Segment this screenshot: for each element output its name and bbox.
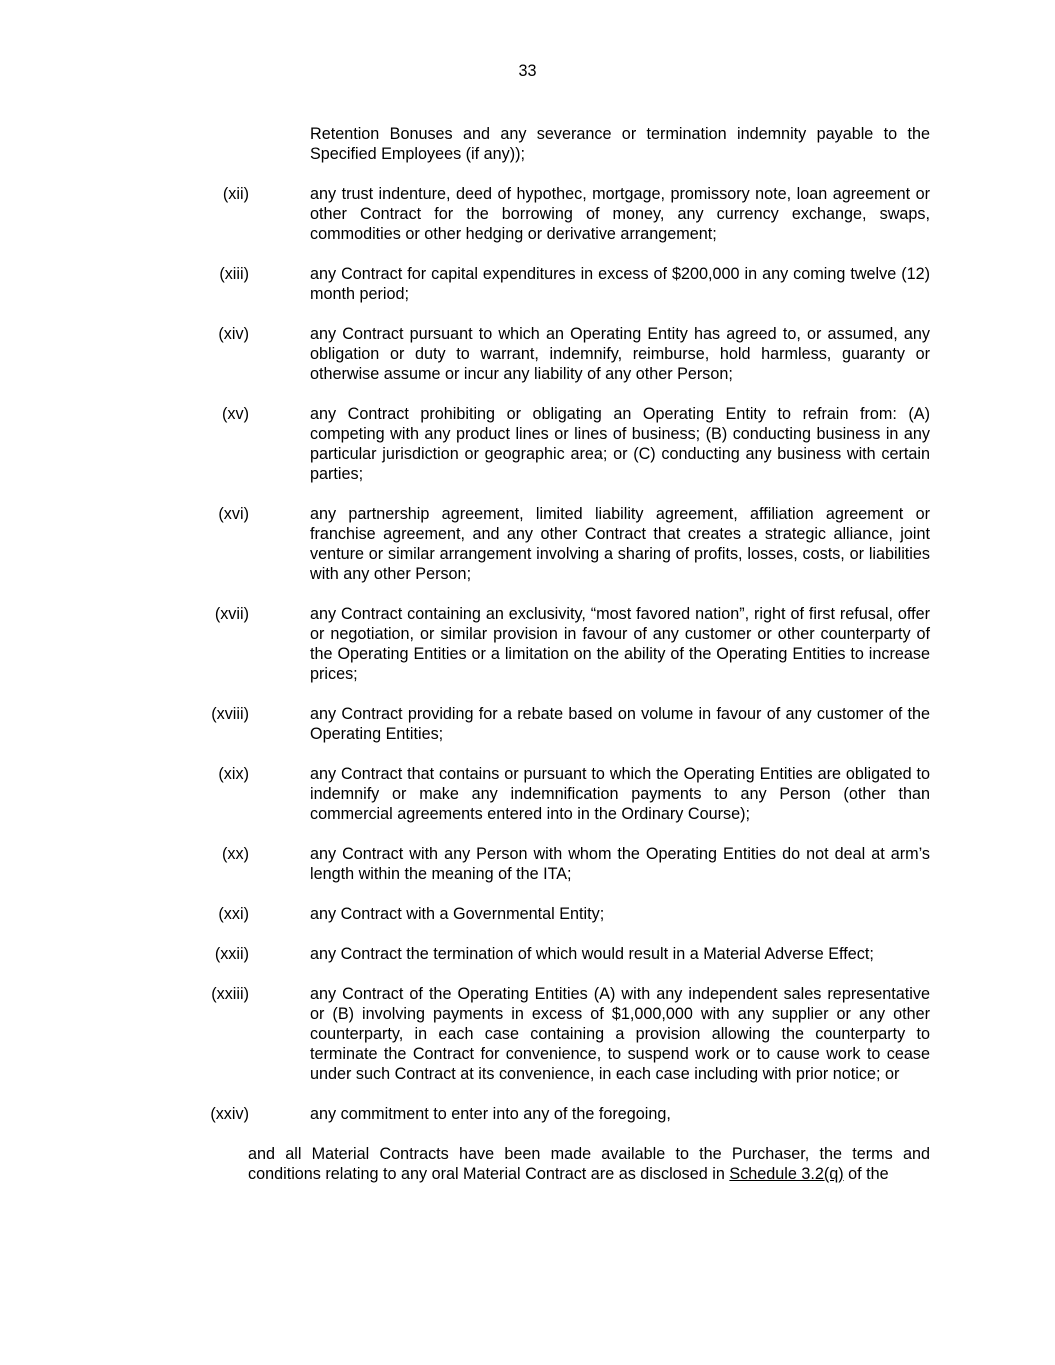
item-number: (xvii) (214, 605, 249, 623)
continuation-paragraph: Retention Bonuses and any severance or termination indemnity payable to the Specified Employees (if any)); (310, 125, 930, 163)
schedule-reference: Schedule 3.2(q) (729, 1165, 844, 1183)
item-text: any Contract containing an exclusivity, “most favored nation”, right of first refusal, offer or negotiation, or similar provision in favour of any customer or other counterparty of the Operating Entities or a limitation on the ability of the Operating Entities to increase prices; (310, 605, 930, 683)
item-number: (xiv) (218, 325, 249, 343)
item-number: (xx) (222, 845, 249, 863)
item-text: any Contract of the Operating Entities (A) with any independent sales representative or (B) involving payments in excess of $1,000,000 with any supplier or any other counterparty, in each case containing a provision allowing the counterparty to terminate the Contract for convenience, to suspend work or to cause work to cease under such Contract at its convenience, in each case including with prior notice; or (310, 985, 930, 1083)
list-item (0, 944, 1055, 964)
list-item (0, 184, 1055, 244)
list-item (0, 324, 1055, 384)
list-item (0, 504, 1055, 584)
list-item (0, 844, 1055, 884)
list-item (0, 604, 1055, 684)
item-number: (xviii) (211, 705, 249, 723)
item-number: (xvi) (218, 505, 249, 523)
item-number: (xxii) (214, 945, 249, 963)
item-number: (xxiv) (210, 1105, 249, 1123)
list-item (0, 904, 1055, 924)
item-text: any Contract prohibiting or obligating an Operating Entity to refrain from: (A) competing with any product lines or lines of business; (B) conducting business in any particular jurisdiction or geographic area; or (C) conducting any business with certain parties; (310, 405, 930, 483)
item-number: (xii) (222, 185, 249, 203)
list-item (0, 764, 1055, 824)
item-text: any Contract the termination of which would result in a Material Adverse Effect; (310, 945, 874, 963)
item-number: (xxiii) (211, 985, 249, 1003)
item-text: any partnership agreement, limited liability agreement, affiliation agreement or franchise agreement, and any other Contract that creates a strategic alliance, joint venture or similar arrangement involving a sharing of profits, losses, costs, or liabilities with any other Person; (310, 505, 930, 583)
closing-text-before: and all Material Contracts have been made available to the Purchaser, the terms and conditions relating to any oral Material Contract are as disclosed in (248, 1145, 930, 1183)
list-item (0, 1104, 1055, 1124)
list-item (0, 404, 1055, 484)
closing-text-after: of the (843, 1165, 889, 1183)
list-item (0, 264, 1055, 304)
item-text: any trust indenture, deed of hypothec, mortgage, promissory note, loan agreement or other Contract for the borrowing of money, any currency exchange, swaps, commodities or other hedging or derivative arrangement; (310, 185, 930, 243)
item-number: (xxi) (218, 905, 249, 923)
item-text: any Contract pursuant to which an Operating Entity has agreed to, or assumed, any obligation or duty to warrant, indemnify, reimburse, hold harmless, guaranty or otherwise assume or incur any liability of any other Person; (310, 325, 930, 383)
item-text: any Contract that contains or pursuant to which the Operating Entities are obligated to indemnify or make any indemnification payments to any Person (other than commercial agreements entered into in the Ordinary Course); (310, 765, 930, 823)
closing-paragraph (248, 1144, 930, 1184)
item-text: any Contract with any Person with whom the Operating Entities do not deal at arm’s length within the meaning of the ITA; (310, 845, 930, 883)
list-item (0, 984, 1055, 1084)
item-number: (xiii) (219, 265, 249, 283)
page-number: 33 (518, 62, 537, 80)
document-body (0, 124, 1055, 1184)
item-number: (xix) (218, 765, 249, 783)
item-text: any Contract for capital expenditures in excess of $200,000 in any coming twelve (12) month period; (310, 265, 930, 303)
list-item (0, 704, 1055, 744)
item-text: any Contract providing for a rebate based on volume in favour of any customer of the Operating Entities; (310, 705, 930, 743)
item-text: any commitment to enter into any of the foregoing, (310, 1105, 671, 1123)
item-text: any Contract with a Governmental Entity; (310, 905, 605, 923)
item-number: (xv) (222, 405, 249, 423)
